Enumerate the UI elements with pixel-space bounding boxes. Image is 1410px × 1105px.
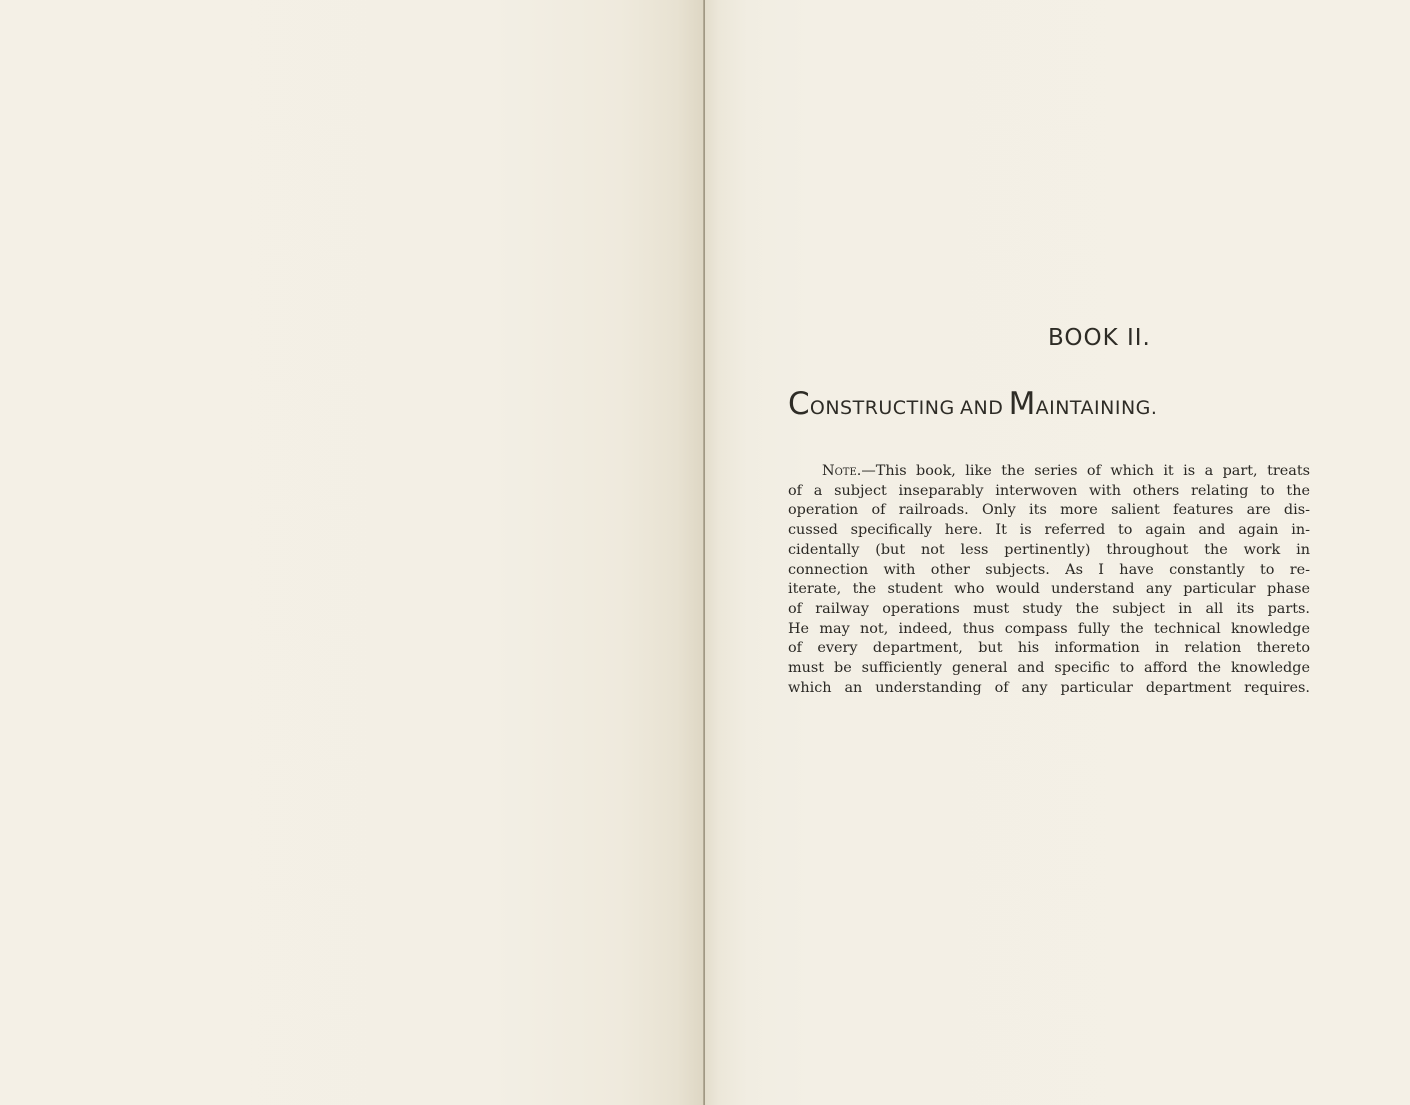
title-rest-maintaining: AINTAINING.: [1035, 397, 1158, 419]
title-initial-c: C: [788, 386, 810, 422]
note-line: iterate, the student who would understand any particular phase: [788, 581, 1310, 598]
right-page: [705, 0, 1410, 1105]
note-paragraph: [788, 462, 1310, 698]
note-line: [788, 462, 1310, 482]
note-line: of railway operations must study the subject in all its parts.: [788, 600, 1310, 617]
title-rest-constructing: ONSTRUCTING: [809, 397, 955, 419]
note-line: which an understanding of any particular department requires.: [788, 679, 1310, 696]
title-conjunction: AND: [960, 397, 1004, 419]
book-title-heading: [788, 386, 1328, 422]
note-line: of a subject inseparably interwoven with others relating to the: [788, 482, 1310, 499]
title-initial-m: M: [1008, 386, 1036, 422]
note-line: cussed specifically here. It is referred to again and again in-: [788, 522, 1310, 539]
note-line: operation of railroads. Only its more salient features are dis-: [788, 502, 1310, 519]
note-line: of every department, but his information in relation thereto: [788, 640, 1310, 657]
note-label: Note.: [822, 463, 862, 479]
note-line: connection with other subjects. As I have constantly to re-: [788, 561, 1310, 578]
note-line: must be sufficiently general and specific to afford the knowledge: [788, 660, 1310, 677]
note-line: cidentally (but not less pertinently) throughout the work in: [788, 541, 1310, 558]
book-number-heading: BOOK II.: [1048, 325, 1151, 351]
note-line-text: This book, like the series of which it is a part, treats: [875, 463, 1310, 479]
note-dash: —: [861, 463, 876, 479]
note-line: He may not, indeed, thus compass fully the technical knowledge: [788, 620, 1310, 637]
